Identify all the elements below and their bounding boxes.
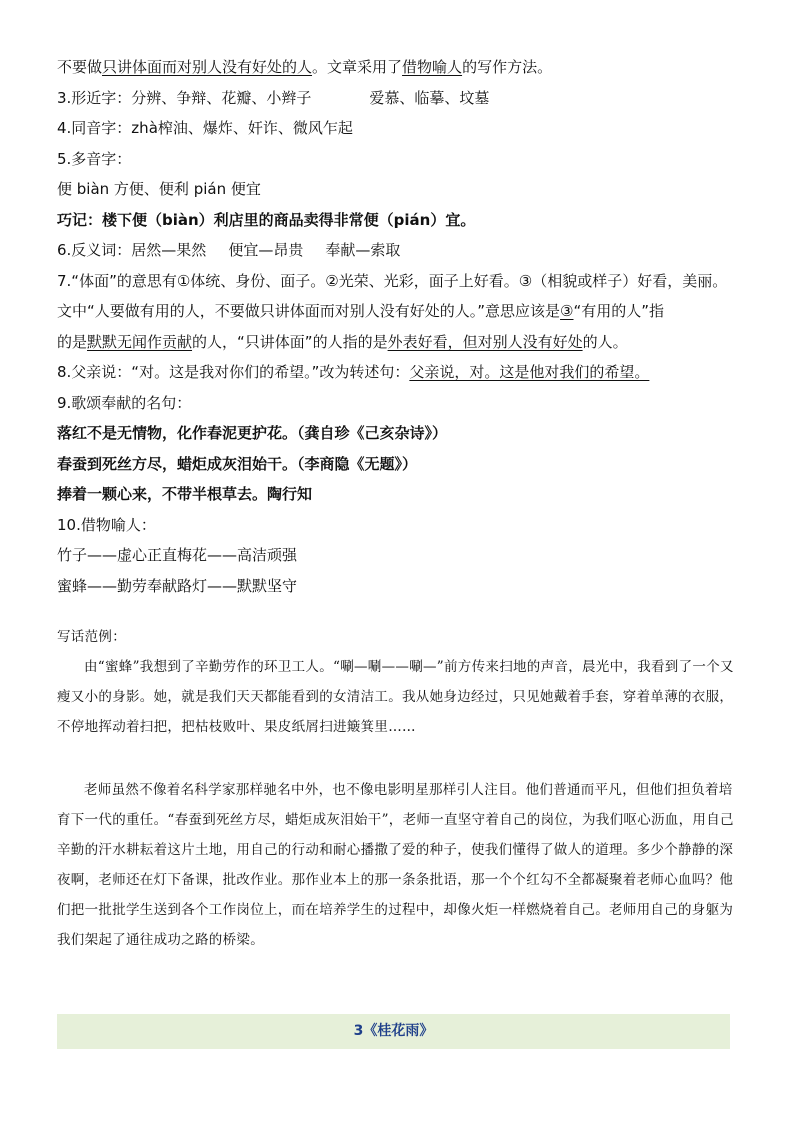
underlined-text: 默默无闻作贡献 <box>87 332 193 351</box>
line-metaphor-heading: 10.借物喻人： <box>57 515 156 534</box>
underlined-text: 外表好看，但对别人没有好处 <box>387 332 583 351</box>
text: 的写作方法。 <box>462 58 553 76</box>
text: 的人，“只讲体面”的人指的是 <box>192 332 388 351</box>
underlined-text: 只讲体面而对别人没有好处的人 <box>102 58 313 76</box>
essay-paragraph-1: 由“蜜蜂”我想到了辛勤劳作的环卫工人。“唰—唰——唰—”前方传来扫地的声音，晨光中，我看到了一个又瘦又小的身影。她，就是我们天天都能看到的女清洁工。我从她身边经过，只见她戴着手套，穿着单薄的衣服，不停地挥动着扫把，把枯枝败叶、果皮纸屑扫进簸箕里…… <box>57 659 734 735</box>
line-quote-2: 春蚕到死丝方尽，蜡炬成灰泪始干。（李商隐《无题》） <box>57 454 418 473</box>
line-antonyms <box>57 235 737 266</box>
text: 便宜—昂贵 <box>228 241 304 259</box>
essay-paragraph-2: 老师虽然不像着名科学家那样驰名中外，也不像电影明星那样引人注目。他们普通而平凡，但他们担负着培育下一代的重任。“春蚕到死丝方尽，蜡炬成灰泪始干”，老师一直坚守着自己的岗位，为我们呕心沥血，用自己辛勤的汗水耕耘着这片土地，用自己的行动和耐心播撒了爱的种子，使我们懂得了做人的道理。多少个静静的深夜啊，老师还在灯下备课，批改作业。那作业本上的那一条条批语，那一个个红勾不全都凝聚着老师心血吗？他们把一批批学生送到各个工作岗位上，而在培养学生的过程中，却像火炬一样燃烧着自己。老师用自己的身躯为我们架起了通往成功之路的桥梁。 <box>57 782 734 948</box>
line-metaphor-1: 竹子——虚心正直梅花——高洁顽强 <box>57 546 298 564</box>
line-conclusion <box>57 52 737 83</box>
line-polyphones: 便 biàn 方便、便利 pián 便宜 <box>57 180 261 198</box>
text: 。文章采用了 <box>312 58 403 76</box>
line-context <box>57 296 737 327</box>
line-metaphor-2: 蜜蜂——勤劳奉献路灯——默默坚守 <box>57 576 298 595</box>
text: 3.形近字：分辨、争辩、花瓣、小辫子 <box>57 88 312 107</box>
line-context-2 <box>57 327 737 358</box>
line-polyphones-heading: 5.多音字： <box>57 149 132 168</box>
line-meaning: 7.“体面”的意思有①体统、身份、面子。②光荣、光彩，面子上好看。③（相貌或样子）好看，美丽。 <box>57 271 728 290</box>
essay-section <box>57 622 737 955</box>
text: 奉献—索取 <box>325 241 401 259</box>
underlined-text: ③ <box>560 302 574 320</box>
underlined-text: 父亲说，对。这是他对我们的希望。 <box>409 363 650 381</box>
text: 不要做 <box>57 58 103 76</box>
line-mnemonic: 巧记：楼下便（biàn）利店里的商品卖得非常便（pián）宜。 <box>57 210 476 229</box>
line-quotes-heading: 9.歌颂奉献的名句： <box>57 393 192 412</box>
line-quote-3: 捧着一颗心来，不带半根草去。陶行知 <box>57 485 313 503</box>
text: 6.反义词：居然—果然 <box>57 241 207 259</box>
text: 爱慕、临摹、坟墓 <box>369 88 490 107</box>
essay-title: 写话范例： <box>57 629 126 645</box>
text: 文中“人要做有用的人，不要做只讲体面而对别人没有好处的人。”意思应该是 <box>57 302 561 320</box>
notes-page <box>57 52 737 955</box>
underlined-text: 借物喻人 <box>402 58 463 76</box>
text: “有用的人”指 <box>573 302 665 320</box>
line-homophones: 4.同音字：zhà榨油、爆炸、奸诈、微风乍起 <box>57 119 353 137</box>
text: 的人。 <box>582 332 628 351</box>
text: 8.父亲说：“对。这是我对你们的希望。”改为转述句： <box>57 363 410 381</box>
text: 的是 <box>57 332 88 351</box>
line-reported-speech <box>57 357 737 388</box>
line-similar-chars <box>57 83 737 114</box>
line-quote-1: 落红不是无情物，化作春泥更护花。（龚自珍《己亥杂诗》） <box>57 424 448 442</box>
section-banner: 3《桂花雨》 <box>57 1014 730 1049</box>
